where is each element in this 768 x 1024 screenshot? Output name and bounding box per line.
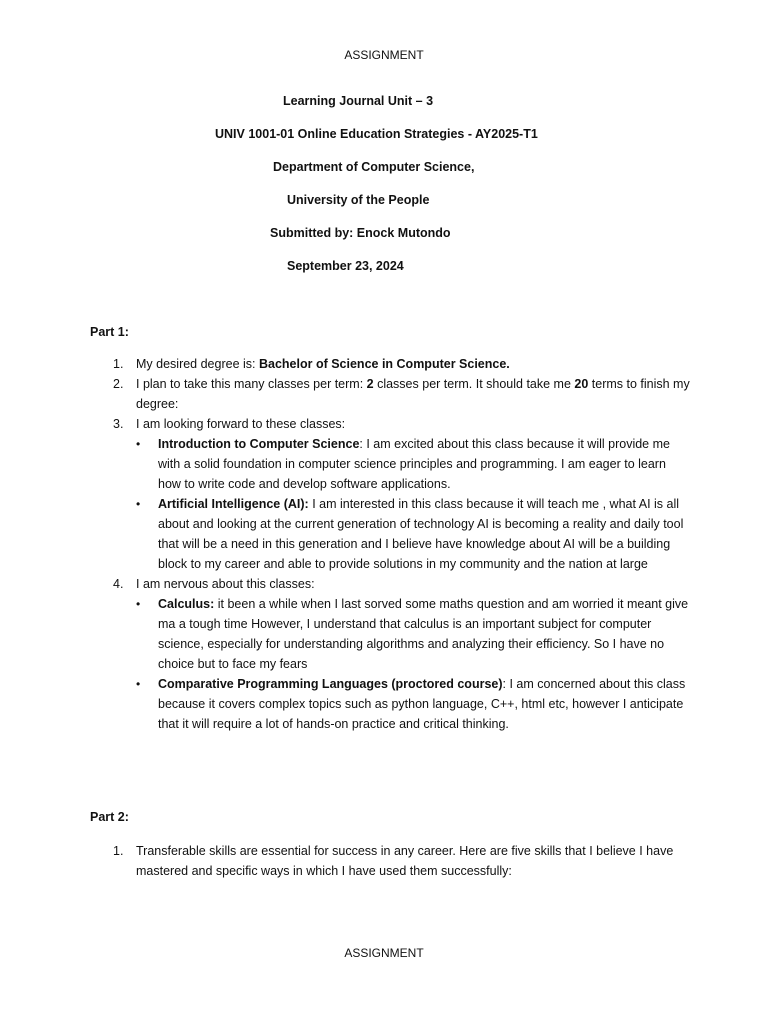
bullet-icon: • [136, 597, 141, 611]
bullet-icon: • [136, 437, 141, 451]
part1-list [90, 354, 690, 734]
list-item [90, 414, 690, 574]
part1-label [90, 325, 690, 339]
item-text: classes per term. It should take me [373, 377, 575, 391]
part2-label [90, 810, 690, 824]
date-line: September 23, 2024 [287, 259, 404, 273]
bullet-text: : I am concerned about this class because it covers complex topics such as python language, C++, html etc, however I anticipate that it will require a lot of hands-on practice and critical thinking. [158, 677, 686, 731]
list-item [90, 574, 690, 734]
page-footer: ASSIGNMENT [344, 946, 424, 960]
class-name: Calculus: [158, 597, 215, 611]
item-text: My desired degree is: [136, 357, 259, 371]
list-item [90, 354, 690, 374]
classes-count: 2 [366, 377, 374, 391]
item-text: terms to finish my degree: [136, 377, 690, 411]
part2-heading: Part 2: [90, 810, 129, 824]
bullet-item [136, 594, 690, 674]
bullet-text: : I am excited about this class because it will provide me with a solid foundation in computer science principles and programming. I am eager to learn how to write code and develop software applications. [158, 437, 670, 491]
item-text: Transferable skills are essential for success in any career. Here are five skills that I believe I have mastered and specific ways in which I have used them successfully: [136, 844, 674, 878]
class-name: Comparative Programming Languages (proctored course) [158, 677, 503, 691]
list-number: 4. [113, 577, 124, 591]
bullet-list [136, 594, 690, 734]
course-line: UNIV 1001-01 Online Education Strategies - AY2025-T1 [215, 127, 538, 141]
list-number: 3. [113, 417, 124, 431]
bullet-item [136, 494, 690, 574]
class-name: Artificial Intelligence (AI): [158, 497, 309, 511]
list-number: 1. [113, 844, 124, 858]
bullet-icon: • [136, 677, 141, 691]
class-name: Introduction to Computer Science [158, 437, 360, 451]
list-number: 2. [113, 377, 124, 391]
bullet-icon: • [136, 497, 141, 511]
degree-name: Bachelor of Science in Computer Science. [258, 357, 510, 371]
page-header: ASSIGNMENT [344, 48, 424, 62]
list-number: 1. [113, 357, 124, 371]
item-text: I am nervous about this classes: [136, 577, 315, 591]
terms-count: 20 [574, 377, 589, 391]
part2-list-section [90, 841, 690, 881]
part1-heading: Part 1: [90, 325, 129, 339]
part2-list [90, 841, 690, 881]
author-line: Submitted by: Enock Mutondo [270, 226, 451, 240]
department-line: Department of Computer Science, [273, 160, 475, 174]
university-line: University of the People [287, 193, 430, 207]
list-item [90, 841, 690, 881]
title-heading: Learning Journal Unit – 3 [283, 94, 434, 108]
item-text: I am looking forward to these classes: [136, 417, 346, 431]
bullet-item [136, 434, 690, 494]
bullet-list [136, 434, 690, 574]
item-text: I plan to take this many classes per term: [136, 377, 367, 391]
bullet-text: it been a while when I last sorved some maths question and am worried it meant give ma a tough time However, I understand that calculus is an important subject for computer science, especially for understanding algorithms and analyzing their efficiency. So I have no choice but to face my fears [158, 597, 689, 671]
bullet-text: I am interested in this class because it will teach me , what AI is all about and looking at the current generation of technology AI is becoming a reality and daily tool that will be a need in this generation and I believe have knowledge about AI will be a building block to my career and able to provide solutions in my community and the nation at large [158, 497, 684, 571]
part1-list-section [90, 354, 690, 734]
bullet-item [136, 674, 690, 734]
list-item [90, 374, 690, 414]
